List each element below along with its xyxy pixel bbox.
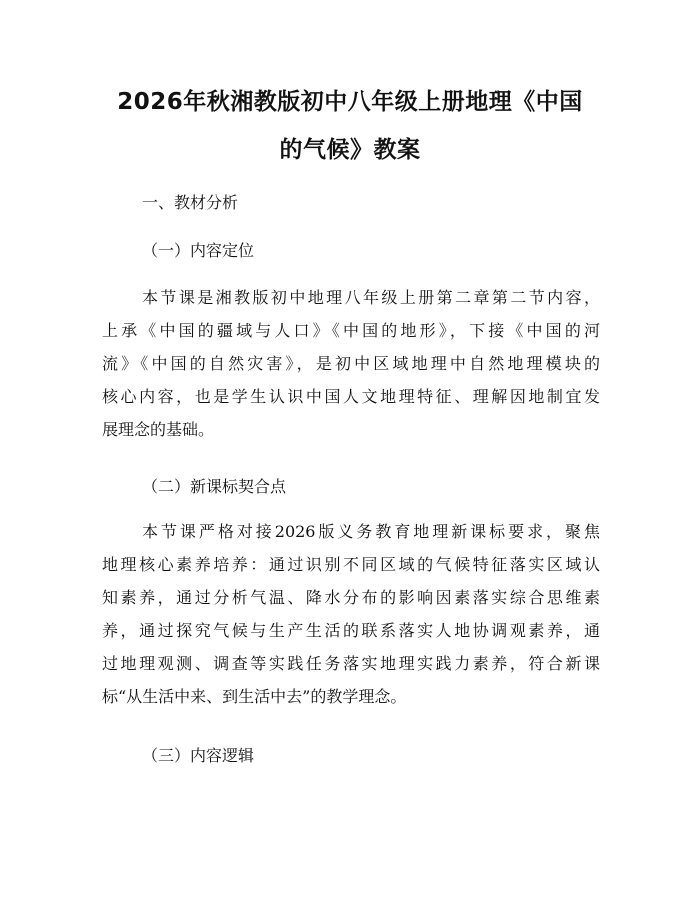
paragraph-line: 上承《中国的疆域与人口》《中国的地形》，下接《中国的河 xyxy=(102,321,600,340)
paragraph-line: 流》《中国的自然灾害》，是初中区域地理中自然地理模块的 xyxy=(102,354,600,373)
paragraph-line: 本节课是湘教版初中地理八年级上册第二章第二节内容， xyxy=(142,288,600,307)
document-title-line-2: 的气候》教案 xyxy=(279,137,421,163)
paragraph-line: 养，通过探究气候与生产生活的联系落实人地协调观素养，通 xyxy=(102,621,600,640)
subsection-heading-content-logic: （三）内容逻辑 xyxy=(142,746,255,765)
document-title-line-1: 2026年秋湘教版初中八年级上册地理《中国 xyxy=(117,89,583,115)
paragraph-line: 本节课严格对接2026版义务教育地理新课标要求，聚焦 xyxy=(142,522,600,541)
paragraph-line: 核心内容，也是学生认识中国人文地理特征、理解因地制宜发 xyxy=(102,387,600,406)
paragraph-line: 地理核心素养培养：通过识别不同区域的气候特征落实区域认 xyxy=(102,555,600,574)
subsection-heading-content-positioning: （一）内容定位 xyxy=(142,241,255,260)
subsection-heading-curriculum-standard: （二）新课标契合点 xyxy=(142,477,287,496)
paragraph-line: 知素养，通过分析气温、降水分布的影响因素落实综合思维素 xyxy=(102,588,600,607)
section-heading-teaching-material-analysis: 一、教材分析 xyxy=(142,193,239,212)
paragraph-line: 展理念的基础。 xyxy=(102,420,215,439)
paragraph-line: 标“从生活中来、到生活中去”的教学理念。 xyxy=(102,687,407,706)
paragraph-line: 过地理观测、调查等实践任务落实地理实践力素养，符合新课 xyxy=(102,654,600,673)
